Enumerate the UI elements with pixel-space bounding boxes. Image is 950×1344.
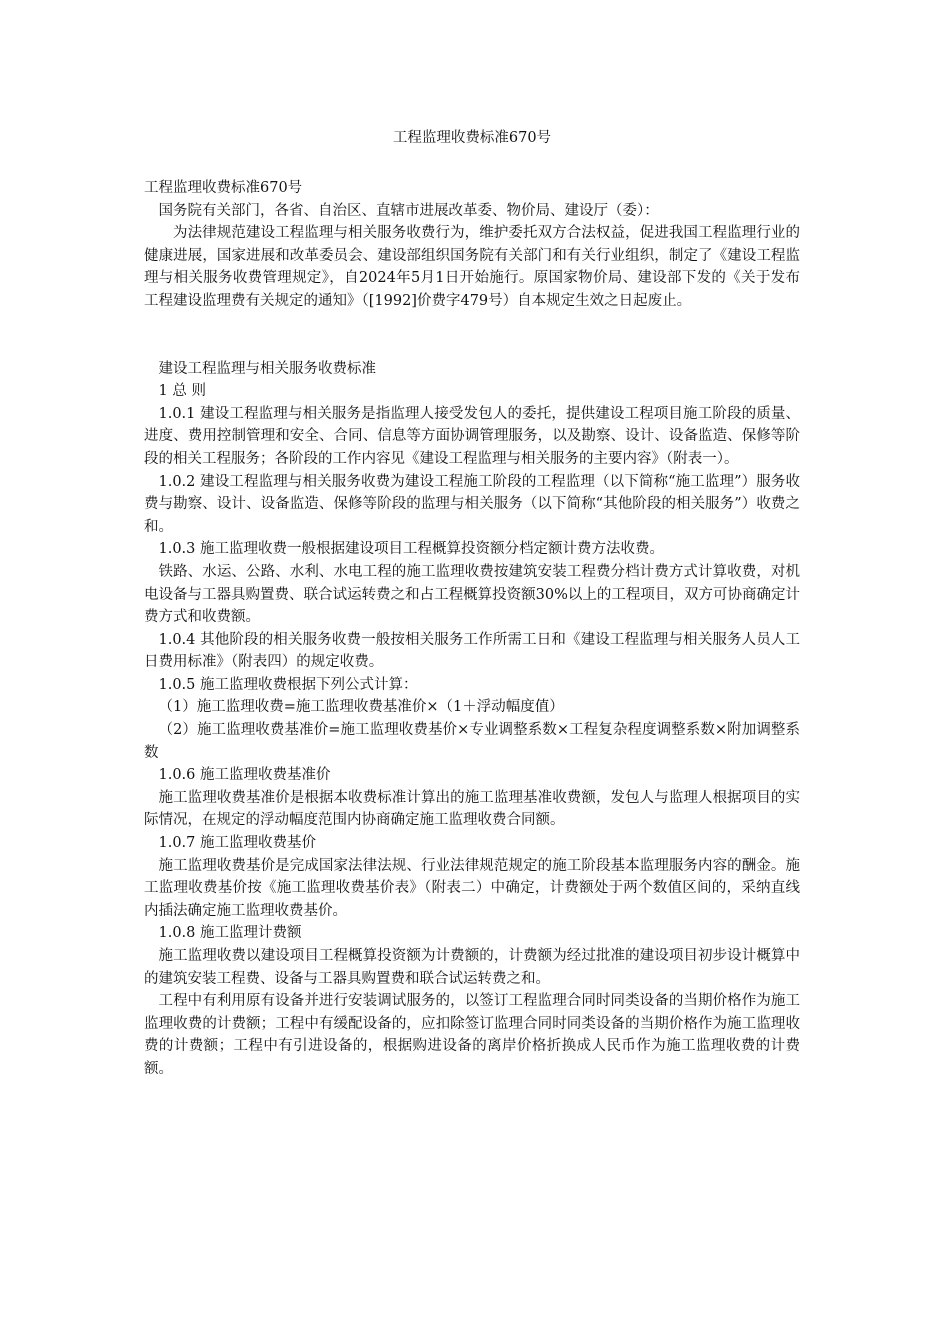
clause-1-0-2: 1.0.2 建设工程监理与相关服务收费为建设工程施工阶段的工程监理（以下简称“施工监理”）服务收费与勘察、设计、设备监造、保修等阶段的监理与相关服务（以下简称“其他阶段的相关服务”）收费之和。 bbox=[144, 473, 800, 535]
clause-1-0-8-detail: 施工监理收费以建设项目工程概算投资额为计费额的，计费额为经过批准的建设项目初步设计概算中的建筑安装工程费、设备与工器具购置费和联合试运转费之和。 bbox=[144, 948, 800, 987]
intro-paragraph: 为法律规范建设工程监理与相关服务收费行为，维护委托双方合法权益，促进我国工程监理行业的健康进展，国家进展和改革委员会、建设部组织国务院有关部门和有关行业组织，制定了《建设工程监理与相关服务收费管理规定》，自2024年5月1日开始施行。原国家物价局、建设部下发的《关于发布工程建设监理费有关规定的通知》（[1992]价费字479号）自本规定生效之日起废止。 bbox=[144, 225, 800, 309]
clause-1-0-8-equipment: 工程中有利用原有设备并进行安装调试服务的，以签订工程监理合同时同类设备的当期价格作为施工监理收费的计费额；工程中有缓配设备的，应扣除签订监理合同时同类设备的当期价格作为施工监理收费的计费额；工程中有引进设备的，根据购进设备的离岸价格折换成人民币作为施工监理收费的计费额。 bbox=[144, 993, 800, 1077]
section-heading: 建设工程监理与相关服务收费标准 bbox=[158, 360, 376, 377]
document-body bbox=[144, 177, 800, 1081]
clause-1-0-3-detail: 铁路、水运、公路、水利、水电工程的施工监理收费按建筑安装工程费分档计费方式计算收费，对机电设备与工器具购置费、联合试运转费之和占工程概算投资额30%以上的工程项目，双方可协商确定计费方式和收费额。 bbox=[144, 563, 800, 626]
clause-1-0-8: 1.0.8 施工监理计费额 bbox=[158, 925, 302, 942]
clause-1-0-4: 1.0.4 其他阶段的相关服务收费一般按相关服务工作所需工日和《建设工程监理与相关服务人员人工日费用标准》（附表四）的规定收费。 bbox=[144, 631, 800, 671]
chapter-heading: 1 总 则 bbox=[158, 383, 206, 400]
clause-1-0-1: 1.0.1 建设工程监理与相关服务是指监理人接受发包人的委托，提供建设工程项目施工阶段的质量、进度、费用控制管理和安全、合同、信息等方面协调管理服务，以及勘察、设计、设备监造、保修等阶段的相关工程服务；各阶段的工作内容见《建设工程监理与相关服务的主要内容》（附表一）。 bbox=[144, 405, 800, 467]
addressee-paragraph: 国务院有关部门，各省、自治区、直辖市进展改革委、物价局、建设厅（委）： bbox=[158, 202, 659, 219]
clause-1-0-6-detail: 施工监理收费基准价是根据本收费标准计算出的施工监理基准收费额，发包人与监理人根据项目的实际情况，在规定的浮动幅度范围内协商确定施工监理收费合同额。 bbox=[144, 789, 800, 829]
clause-1-0-7-detail: 施工监理收费基价是完成国家法律法规、行业法律规范规定的施工阶段基本监理服务内容的酬金。施工监理收费基价按《施工监理收费基价表》（附表二）中确定，计费额处于两个数值区间的，采纳直线内插法确定施工监理收费基价。 bbox=[144, 857, 800, 919]
paragraph-gap bbox=[144, 313, 800, 358]
document-title: 工程监理收费标准670号 bbox=[392, 130, 552, 146]
clause-1-0-6: 1.0.6 施工监理收费基准价 bbox=[158, 767, 331, 784]
clause-1-0-7: 1.0.7 施工监理收费基价 bbox=[158, 835, 317, 852]
formula-1: （1）施工监理收费=施工监理收费基准价×（1＋浮动幅度值） bbox=[158, 699, 564, 716]
clause-1-0-3: 1.0.3 施工监理收费一般根据建设项目工程概算投资额分档定额计费方法收费。 bbox=[158, 541, 665, 558]
clause-1-0-5: 1.0.5 施工监理收费根据下列公式计算： bbox=[158, 676, 418, 693]
subtitle-line: 工程监理收费标准670号 bbox=[144, 180, 303, 196]
formula-2: （2）施工监理收费基准价=施工监理收费基价×专业调整系数×工程复杂程度调整系数×附加调整系数 bbox=[144, 722, 800, 761]
